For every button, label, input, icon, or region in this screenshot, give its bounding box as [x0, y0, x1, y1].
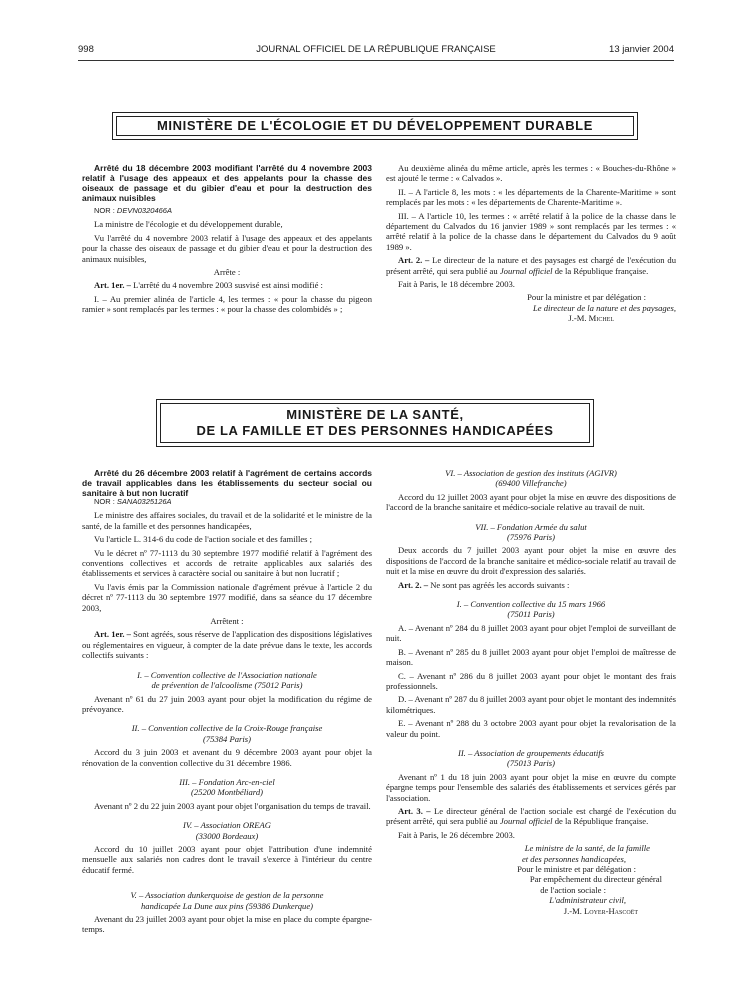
art2-journal: Journal officiel [499, 265, 553, 276]
ministry-sante-heading-line2: DE LA FAMILLE ET DES PERSONNES HANDICAPÉES [196, 423, 554, 438]
sante-sig2: et des personnes handicapées, [521, 853, 626, 864]
art3-text-b: de la République française. [552, 816, 649, 827]
art2-text-a: Le directeur de la nature et des paysages est chargé de l'exécution du présent arrêté, qui sera publié au [386, 255, 676, 276]
sante-p2: Vu l'article L. 314-6 du code de l'action sociale et des familles ; [94, 534, 313, 545]
sante-p4: Vu l'avis émis par la Commission nationale d'agrément prévue à l'article 2 du décret nº 77-1113 du 30 septembre 1977 modifié, dans sa séance du 17 décembre 2003, [82, 581, 372, 613]
ecologie-p1: La ministre de l'écologie et du développement durable, [94, 219, 283, 230]
sante-art1 [82, 629, 372, 660]
s6-heading-2: (69400 Villefranche) [495, 478, 567, 489]
s6-heading-1: VI. – Association de gestion des instituts (AGIVR) [445, 468, 617, 478]
s3-heading-2: (25200 Montbéliard) [190, 787, 263, 798]
art3-journal: Journal officiel [499, 816, 553, 827]
sante-sig3: Pour le ministre et par délégation : [517, 864, 636, 874]
ecologie-fait: Fait à Paris, le 18 décembre 2003. [398, 279, 515, 290]
sante-nor [82, 497, 372, 507]
ecologie-right-column [386, 163, 676, 327]
ministry-ecologie-heading-text: MINISTÈRE DE L'ÉCOLOGIE ET DU DÉVELOPPEMENT DURABLE [157, 118, 593, 133]
s5-heading-1: V. – Association dunkerquoise de gestion de la personne [130, 890, 324, 901]
sante-left-column [82, 468, 372, 938]
ecologie-sig2: Le directeur de la nature et des paysages, [532, 302, 676, 313]
n1-heading-1: I. – Convention collective du 15 mars 1966 [456, 599, 606, 610]
header-rule [78, 60, 674, 61]
sante-sig5: de l'action sociale : [540, 884, 606, 895]
art1-text: L'arrêté du 4 novembre 2003 susvisé est ainsi modifié : [130, 280, 323, 291]
s5-heading-2: handicapée La Dune aux pins (59386 Dunkerque) [141, 900, 313, 911]
sante-art2 [386, 580, 676, 590]
art1-text: Sont agréés, sous réserve de l'application des dispositions législatives ou réglementaires en vigueur, à compter de la date prévue dans le texte, les accords collectifs suivants : [82, 629, 372, 661]
page-number: 998 [78, 44, 94, 55]
n1-c: C. – Avenant nº 286 du 8 juillet 2003 ayant pour objet le montant des frais professionnels. [386, 670, 676, 691]
n2-text: Avenant nº 1 du 18 juin 2003 ayant pour objet la mise en œuvre du compte épargne temps pour l'ensemble des salariés des établissements et services gérés par l'association. [386, 771, 676, 803]
n1-b: B. – Avenant nº 285 du 8 juillet 2003 ayant pour objet l'emploi de maîtresse de maison. [386, 646, 676, 668]
art2-text: Ne sont pas agréés les accords suivants : [428, 579, 570, 590]
ecologie-decree-title: Arrêté du 18 décembre 2003 modifiant l'arrêté du 4 novembre 2003 relatif à l'usage des appeaux et des appelants pour la chasse des oiseaux de passage et du gibier d'eau et pour la destruction des animaux nuisibles [82, 163, 372, 203]
ecologie-left-column [82, 163, 372, 318]
s7-heading-1: VII. – Fondation Armée du salut [475, 521, 587, 532]
sante-sig6: L'administrateur civil, [549, 895, 626, 906]
issue-date: 13 janvier 2004 [609, 44, 674, 55]
ministry-sante-heading [160, 403, 590, 443]
ecologie-right-p3: III. – A l'article 10, les termes : « arrêté relatif à la police de la chasse dans le département du Calvados du 16 janvier 1989 » sont remplacés par les termes : « arrêté relatif à la police de la chasse dans le département du Calvados du 9 août 1989 ». [386, 210, 676, 252]
art2-label: Art. 2. – [398, 255, 430, 266]
s7-text: Deux accords du 7 juillet 2003 ayant pour objet la mise en œuvre des dispositions de l'accord de la branche sanitaire et médico-sociale relatif au travail de nuit et la mise en œuvre du droit d'expression des salariés. [386, 545, 676, 577]
ecologie-arrete: Arrête : [213, 267, 241, 278]
art2-label: Art. 2. – [398, 579, 429, 590]
n1-d: D. – Avenant nº 287 du 8 juillet 2003 ayant pour objet le montant des indemnités kilométriques. [386, 694, 676, 715]
n2-heading-2: (75013 Paris) [507, 758, 555, 769]
s1-heading-1: I. – Convention collective de l'Association nationale [137, 669, 317, 680]
sante-arretent: Arrêtent : [210, 616, 244, 627]
n1-heading-2: (75011 Paris) [507, 609, 555, 620]
art3-label: Art. 3. – [398, 805, 431, 816]
sante-decree-title: Arrêté du 26 décembre 2003 relatif à l'agrément de certains accords de travail applicables dans les établissements du secteur social ou sanitaire à but non lucratif [82, 468, 372, 498]
s1-text: Avenant nº 61 du 27 juin 2003 ayant pour objet la modification du régime de prévoyance. [82, 693, 372, 714]
s2-heading-1: II. – Convention collective de la Croix-Rouge française [131, 723, 323, 734]
art3-text-a: Le directeur général de l'action sociale est chargé de l'exécution du présent arrêté, qui sera publié au [386, 805, 676, 827]
n1-e: E. – Avenant nº 288 du 3 octobre 2003 ayant pour objet la revalorisation de la valeur du point. [386, 718, 676, 739]
n1-a: A. – Avenant nº 284 du 8 juillet 2003 ayant pour objet l'emploi de surveillant de nuit. [386, 622, 676, 644]
s3-heading-1: III. – Fondation Arc-en-ciel [179, 776, 275, 787]
sante-right-column [386, 468, 676, 916]
page-header [78, 44, 674, 58]
art2-text-b: de la République française. [552, 265, 649, 276]
art1-label: Art. 1er. – [94, 280, 131, 291]
sante-p3: Vu le décret nº 77-1113 du 30 septembre 1977 modifié relatif à l'agrément des conventions collectives et accords de retraite applicables aux salariés des établissements et services à caractère social ou sanitaire à but non lucratif ; [82, 547, 372, 579]
ecologie-sig3: J.-M. Michel [568, 313, 614, 324]
s4-text: Accord du 10 juillet 2003 ayant pour objet l'attribution d'une indemnité mensuelle aux salariés non cadres dont le travail s'exerce à l'intérieur du centre éducatif fermé. [82, 843, 372, 875]
sante-sig1: Le ministre de la santé, de la famille [524, 843, 650, 854]
nor-label: NOR : [94, 206, 117, 215]
s2-text: Accord du 3 juin 2003 et avenant du 9 décembre 2003 ayant pour objet la rénovation de la convention collective du 31 décembre 1986. [82, 747, 372, 768]
s5-text: Avenant du 23 juillet 2003 ayant pour objet la mise en place du compte épargne-temps. [82, 914, 372, 935]
ministry-sante-box [156, 399, 594, 447]
ministry-sante-heading-line1: MINISTÈRE DE LA SANTÉ, [286, 407, 464, 422]
ecologie-right-p1: Au deuxième alinéa du même article, après les termes : « Bouches-du-Rhône » est ajouté le terme : « Calvados ». [386, 163, 676, 184]
nor-label: NOR : [94, 497, 117, 506]
nor-code: SANA0325126A [116, 497, 172, 506]
s3-text: Avenant nº 2 du 22 juin 2003 ayant pour objet l'organisation du temps de travail. [94, 800, 371, 811]
ecologie-p2: Vu l'arrêté du 4 novembre 2003 relatif à l'usage des appeaux et des appelants pour la chasse des oiseaux de passage et du gibier d'eau et pour la destruction des animaux nuisibles, [82, 232, 372, 264]
ecologie-nor [82, 206, 372, 216]
s4-heading-2: (33000 Bordeaux) [195, 830, 259, 841]
journal-title: JOURNAL OFFICIEL DE LA RÉPUBLIQUE FRANÇAISE [256, 44, 496, 55]
n2-heading-1: II. – Association de groupements éducatifs [457, 747, 605, 758]
s2-heading-2: (75384 Paris) [203, 733, 251, 744]
s7-heading-2: (75976 Paris) [507, 532, 555, 543]
sante-sig4: Par empêchement du directeur général [529, 874, 662, 885]
sante-sig7: J.-M. Loyer-Hascoët [563, 905, 638, 916]
ecologie-art1 [82, 280, 372, 290]
sante-p1: Le ministre des affaires sociales, du travail et de la solidarité et le ministre de la santé, de la famille et des personnes handicapées, [82, 510, 372, 531]
ecologie-art2 [386, 255, 676, 276]
s4-heading-1: IV. – Association OREAG [182, 820, 271, 831]
sante-art3 [386, 806, 676, 827]
s6-text: Accord du 12 juillet 2003 ayant pour objet la mise en œuvre des dispositions de l'accord de la branche sanitaire et médico-sociale relative au travail de nuit. [386, 491, 676, 513]
ecologie-right-p2: II. – A l'article 8, les mots : « les départements de la Charente-Maritime » sont remplacés par les mots : « les départements de Charente-Maritime ». [386, 186, 676, 208]
art1-label: Art. 1er. – [94, 629, 131, 640]
ecologie-i: I. – Au premier alinéa de l'article 4, les termes : « pour la chasse du pigeon ramier » sont remplacés par les termes : « pour la chasse des colombidés » ; [82, 293, 372, 315]
ministry-ecologie-heading [116, 116, 634, 136]
nor-code: DEVN0320466A [116, 206, 172, 215]
ministry-ecologie-box [112, 112, 638, 140]
ecologie-sig1: Pour la ministre et par délégation : [527, 292, 646, 303]
sante-fait: Fait à Paris, le 26 décembre 2003. [398, 829, 515, 840]
s1-heading-2: de prévention de l'alcoolisme (75012 Paris) [151, 680, 303, 691]
